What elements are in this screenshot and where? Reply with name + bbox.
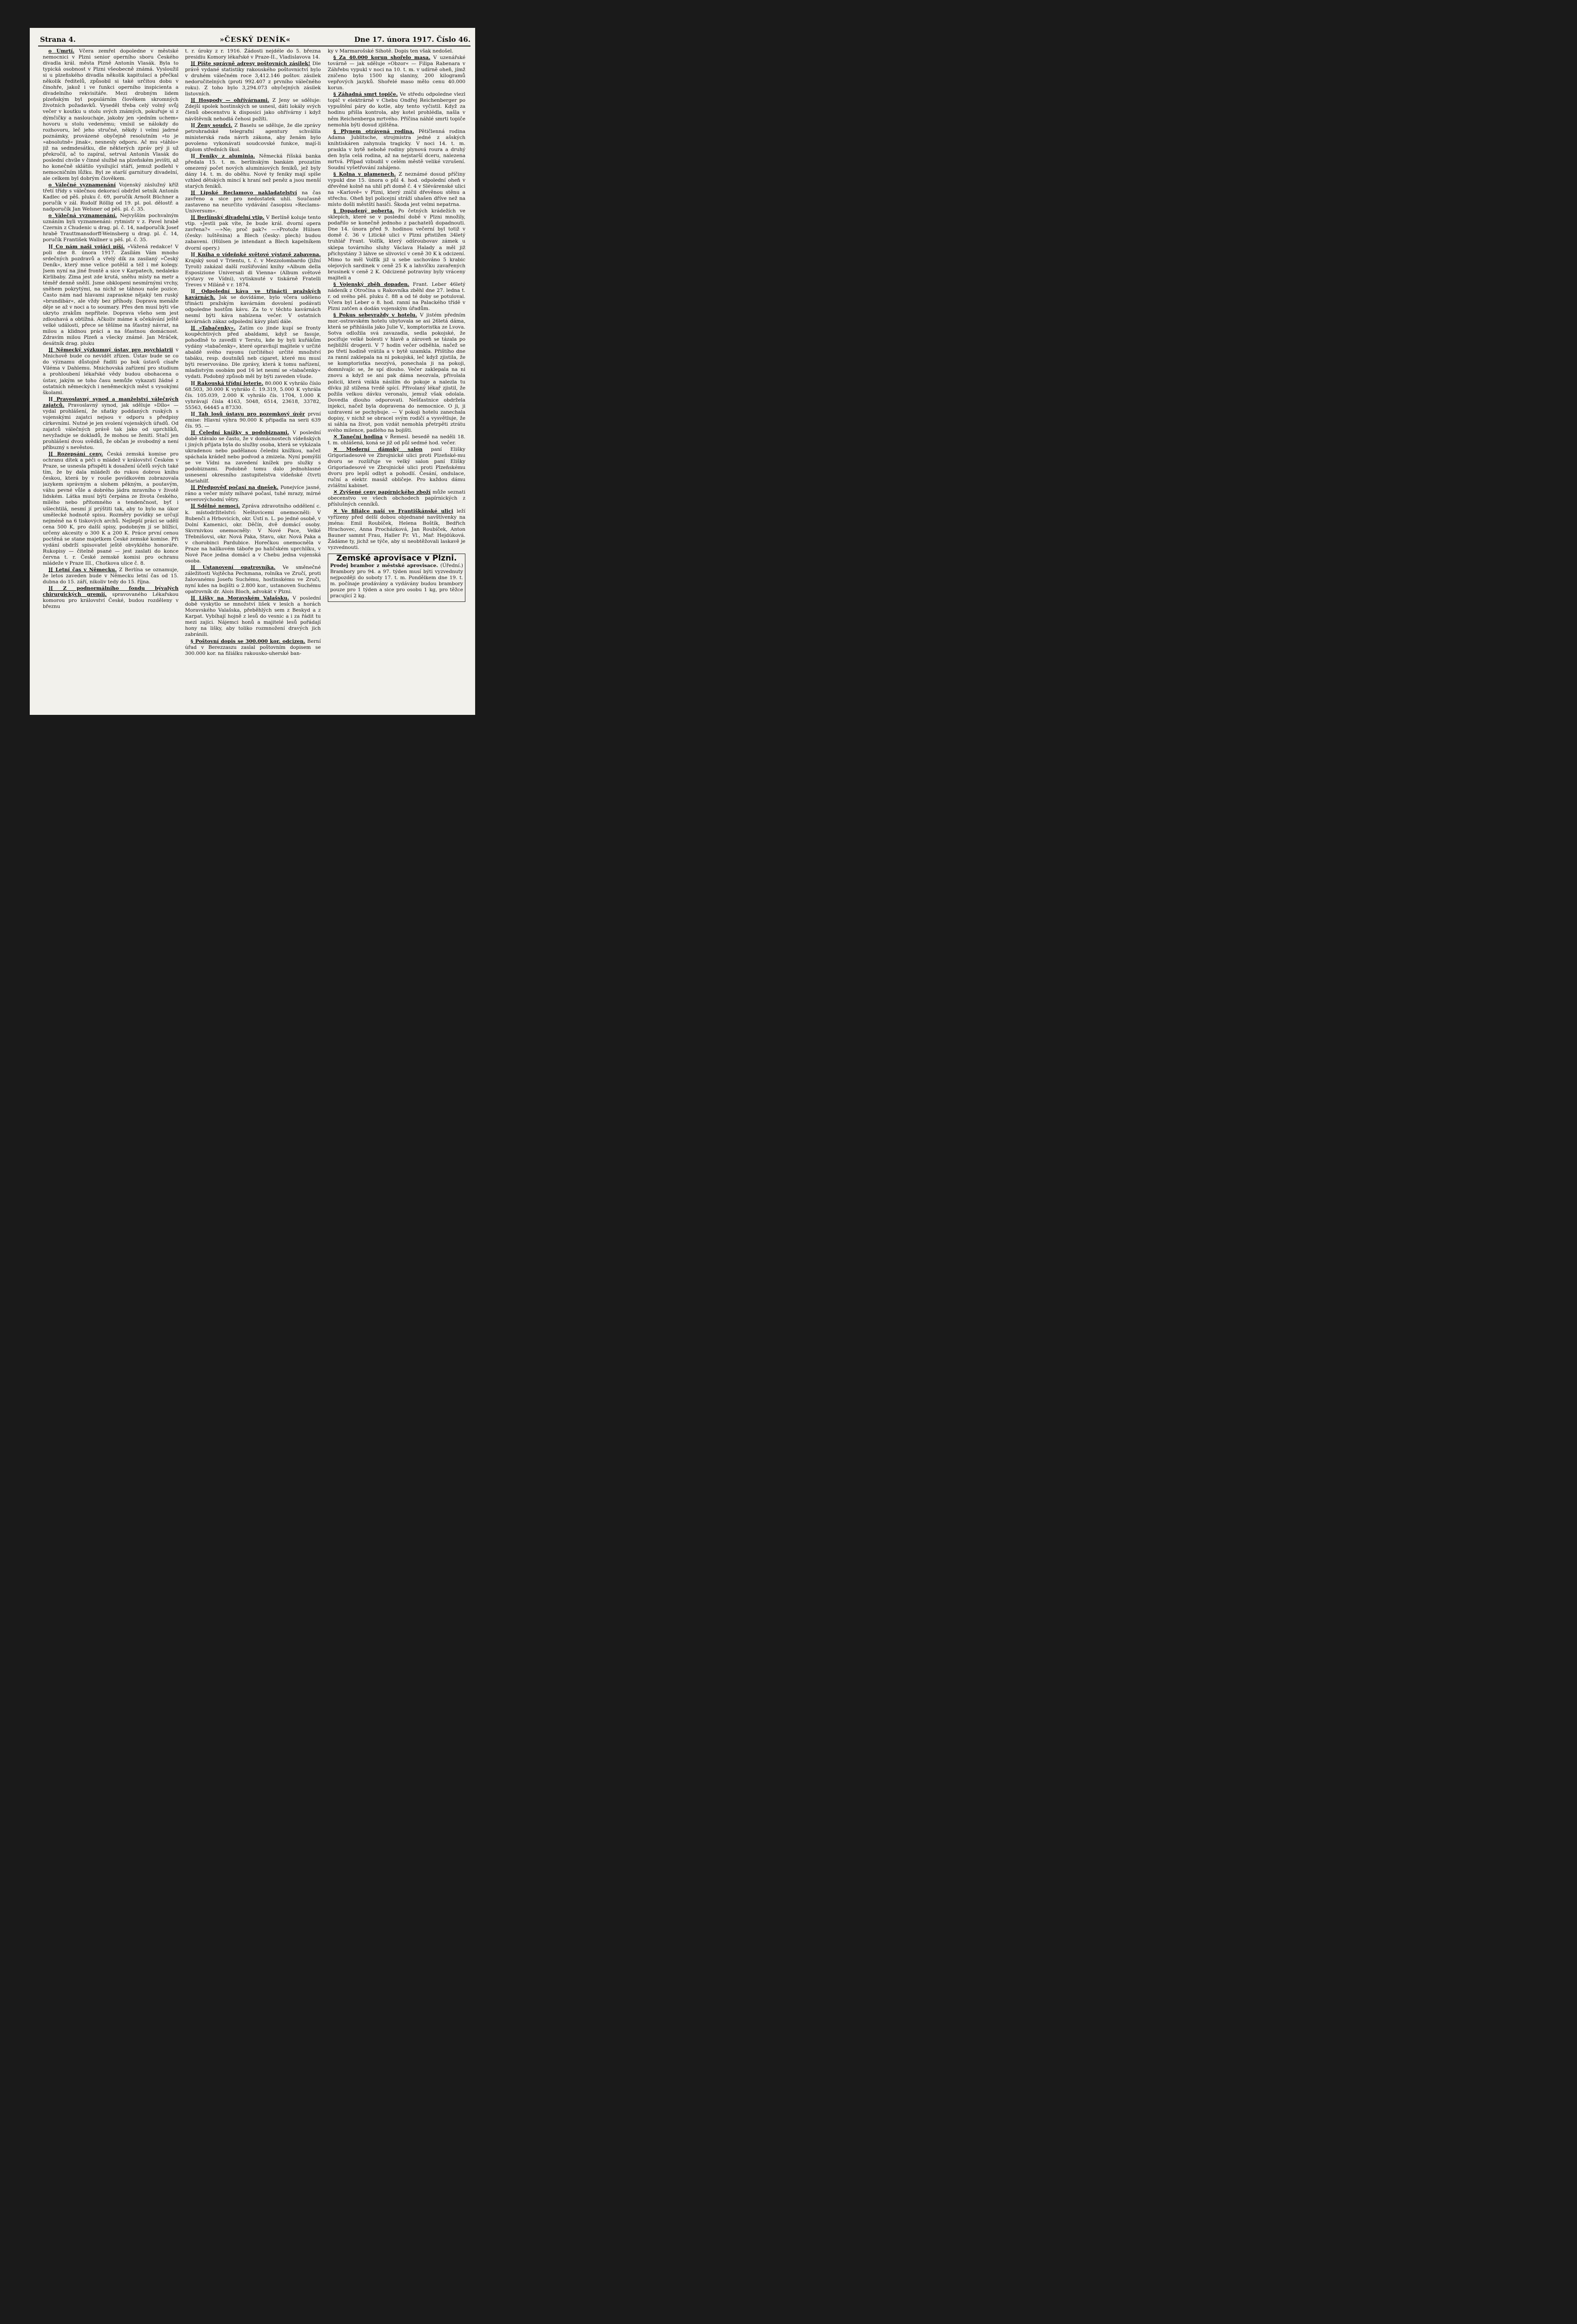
page-number: Strana 4. bbox=[40, 35, 76, 44]
column-3-articles bbox=[328, 48, 465, 551]
article-text: V poslední době stávalo se často, že v domácnostech vídeňských i jiných přijata byla do služby osoba, která se vykázala ukradenou nebo padělanou čeledni knížkou, načež spáchala krádež nebo podvod a zmizela. Nyní pomýšlí se ve Vídni na zavedení knížek pro služky s podobiznami. Podobně tomu dalo jednohlasné usnesení okresního zastupitelstva vídeňské čtvrti Mariahilf. bbox=[185, 429, 321, 484]
article-headline: § Záhadná smrt topiče. bbox=[333, 92, 398, 98]
article-text: Česká zemská komise pro ochranu dítek a péči o mládež v království Českém v Praze, se usnesla přispěti k dosažení účelů svých také tím, že by dala mládeži do rukou dobrou knihu českou, která by v rouše povídkovém zobrazovala jazykem správným a slohem pěkným, a poutavým, váhu pevné vůle a dobrého jádra mravního v životě lidském. Látka musí býti čerpána ze života českého, milého nebo přítomného a tendenčnost, byť i ušlechtilá, nesmí jí prýštiti tak, aby to bylo na úkor umělecké hodnotě spisu. Rozměry povídky se určují nejméně na 6 tiskových archů. Nejlepší práci se udělí cena 500 K, pro další spisy, podobným jí se blížící, určeny akcesity o 300 K a 200 K. Práce první cenou poctěná se stane majetkem České zemské komise. Při vydání obdrží spisovatel ještě obvyklého honoráře. Rukopisy — čitelně psané — jest zaslati do konce června t. r. České zemské komisi pro ochranu mládeže v Praze III., Chotkova ulice č. 8. bbox=[43, 451, 179, 566]
article-text: Dle právě vydané statistiky rakouského poštovnictví bylo v druhém válečném roce 3,412.146 poštov. zásilek nedoručitelných (proti 992.407 z prvního válečného roku). Z toho bylo 3,294.073 obyčejných zásilek listovních. bbox=[185, 61, 321, 97]
article bbox=[43, 244, 179, 347]
article bbox=[328, 508, 465, 551]
article-headline: ][ Tah losů ústavu pro pozemkový úvěr bbox=[191, 411, 305, 417]
article-headline: § Poštovní dopis se 300.000 kor. odcizen. bbox=[191, 638, 305, 644]
article bbox=[43, 451, 179, 567]
article-text: Z Berlína se oznamuje, že letos zaveden bude v Německu letní čas od 15. dubna do 15. září, nikoliv tedy do 15. října. bbox=[43, 567, 179, 585]
article-headline: § Dopadený poberta. bbox=[333, 208, 394, 214]
article bbox=[185, 123, 321, 153]
article bbox=[43, 213, 179, 243]
article bbox=[328, 312, 465, 434]
notice-box-body bbox=[330, 563, 463, 599]
article-text: Z Jeny se sděluje: Zdejší spolek hostinských se usnesl, dáti lokály svých členů obecenstvu k disposici jako ohřívárny i když návštěvník nehodlá čehosi požíti. bbox=[185, 98, 321, 122]
article-headline: ][ Lišky na Moravském Valašsku. bbox=[191, 595, 289, 601]
article-headline: ][ Berlínský divadelní vtip. bbox=[191, 215, 265, 221]
article bbox=[185, 215, 321, 251]
article bbox=[328, 208, 465, 281]
article-headline: ✕ Ve filiálce naší ve Františkánské ulici bbox=[333, 508, 453, 514]
article-headline: ][ Kniha o vídeňské světové výstavě zabavena. bbox=[191, 251, 321, 257]
article-headline: ][ Z podnormálního fondu bývalých chirurgických gremií, bbox=[43, 586, 179, 598]
article-text: Po četných krádežích ve sklepích, které se v poslední době v Plzni množily, podařilo se konečně jednoho z pachatelů dopadnouti. Dne 14. února před 9. hodinou večerní byl totiž v domě č. 36 v Litické ulici v Plzni přistižen 34letý truhlář Frant. Volfík, který odšroubovav zámek u sklepa továrního sluhy Václava Halady a měl již přichystány 3 láhve se slivovicí v ceně 30 K k odcizení. Mimo to měl Volfík již u sebe uschováno 5 krabic olejových sardinek v ceně 25 K a lahvičku zavařených brusinek v ceně 2 K. Odcizené potraviny byly vráceny majiteli a bbox=[328, 208, 465, 281]
article bbox=[43, 396, 179, 451]
article-text: t. r. úroky z r. 1916. Žádosti nejdéle do 5. března presidiu Komory lékařské v Praze-II., Vladislavova 14. bbox=[185, 48, 321, 60]
article-headline: ][ Předpověď počasí na dnešek. bbox=[191, 485, 278, 491]
article bbox=[185, 411, 321, 429]
article-text: Ponejvíce jasné, ráno a večer místy mlhavé počasí, tuhé mrazy, mírné severovýchodní větry. bbox=[185, 485, 321, 503]
article-headline: ✕ Moderní dámský salon bbox=[333, 447, 423, 453]
article-text: 80.000 K vyhrálo číslo 68.503, 30.000 K vyhrálo č. 19.319, 5.000 K vyhrála čís. 105.039, 2.000 K vyhrálo čís. 1704, 1.000 K vyhrávají čísla 4163, 5048, 6514, 23618, 33782, 55563, 64445 a 87330. bbox=[185, 380, 321, 410]
article-text: může seznati obecenstvo ve všech obchodech papírnických z příslušných cenníků. bbox=[328, 489, 465, 508]
notice-box bbox=[328, 554, 465, 602]
page-header bbox=[40, 34, 470, 45]
article-text: Berní úřad v Berezzaszu zaslal poštovním dopisem se 300.000 kor. na filiálku rakousko-uherské ban- bbox=[185, 638, 321, 656]
article-headline: § Pokus sebevraždy v hotelu. bbox=[333, 312, 417, 318]
article-headline: ][ Ustanovení opatrovníka. bbox=[191, 564, 276, 570]
article bbox=[185, 325, 321, 380]
article-headline: ][ Sdělné nemoci. bbox=[191, 503, 240, 509]
article bbox=[185, 61, 321, 97]
notice-subhead-note: (Úřední.) bbox=[440, 562, 463, 568]
article-headline: ][ Odpolední káva ve třinácti pražských kavárnách. bbox=[185, 288, 321, 300]
article-text: leží vyřízeny před delší dobou objednané navštívenky na jména: Emil Roubíček, Helena Boštík, Bedřich Hrachovec, Anna Procházková, Jan Roubíček, Anton Bauner sammt Frau, Haller Fr. Vl., Mař. Hejdúková. Žádáme ty, jichž se týče, aby si neobtěžovali laskavě je vyzvednouti. bbox=[328, 508, 465, 550]
article bbox=[185, 639, 321, 657]
article bbox=[185, 503, 321, 564]
article-headline: ✕ Taneční hodina bbox=[333, 434, 383, 440]
article-text: Z Baselu se sděluje, že dle zprávy petrohradské telegrafní agentury schválila ministerská rada návrh zákona, aby ženám bylo povoleno vykonávati soudcovské funkce, mají-li diplom středních škol. bbox=[185, 122, 321, 152]
article-text: V jistém předním mor.-ostravském hotelu ubytovala se asi 26letá dáma, která se přihlásila jako Julie V., komptoristka ze Lvova. Sotva odložila svá zavazadla, sedla pokojské, že pociťuje velké bolesti v hlavě a zároveň se tázala po nejbližší drogerii. V 7 hodin večer odběhla, načež se po třetí hodině vrátila a v bytě uzamkla. Přištího dne za ranní zaklepala na ni pokojská, leč když zjistila, že se komptoristka neozývá, ponechala ji na pokoji, domnívajíc se, že spí dlouho. Večer zaklepala na ni znovu a když se ani pak dáma neozvala, přivolala policii, která vnikla násilím do pokoje a nalezla tu dívku již stížena tvrdě spící. Přivolaný lékař zjistil, že požila velkou dávku veronalu, jemuž však odolala. Dovedla dlouho odporovati. Nešťastnice obdržela injekci, načež byla dopravena do nemocnice. O ji, ji uzdravení se pochybuje. — V pokoji hotelu zanechala dopisy, v nichž se obracel svým rodičí a vysvětluje, že si sáhla na život, pon vzdát nemohla přetrpěti ztrátu svého milence, padlého na bojišti. bbox=[328, 312, 465, 433]
article bbox=[328, 129, 465, 171]
article-headline: ✕ Zvýšené ceny papírnického zboží bbox=[333, 489, 431, 495]
article bbox=[328, 489, 465, 508]
article-text: ky v Marmarošské Sihotě. Dopis ten však nedošel. bbox=[328, 48, 453, 54]
article-text: první emise: Hlavní výhra 90.000 K připadla na serii 639 čís. 95. — bbox=[185, 411, 321, 429]
notice-subhead: Prodej brambor z městské aprovisace. bbox=[330, 562, 438, 568]
article-headline: ][ Lipské Reclamovo nakladatelství bbox=[191, 190, 297, 196]
article-text: Z neznámé dosud příčiny vypukl dne 15. února o půl 4. hod. odpolední oheň v dřevěné kolně na uhlí při domě č. 4 v Slévárenské ulici na »Karlově« v Plzni, který zničil dřevěnou stěnu a střechu. Oheň byl policejní stráží uhašen dříve než na místo došli městští hasiči. Škoda jest velmi nepatrna. bbox=[328, 171, 465, 208]
article-headline: ][ Rozepsání ceny. bbox=[48, 451, 103, 457]
article bbox=[328, 55, 465, 91]
article-text: Jak se dovídáme, bylo včera uděleno třinácti pražským kavárnám dovolení podávati odpoledne hostům kávu. Za to v těchto kavárnách nesmí býti káva nabízena večer. V ostatních kavárnách zákaz odpolední kávy platí dále. bbox=[185, 294, 321, 325]
article-headline: ][ Rakouská třídní loterie. bbox=[191, 380, 264, 386]
article bbox=[328, 48, 465, 54]
article-text: v Mnichově bude co nevidět zřízen. Ústav bude se co do významu důstojně řaditi po bok ústavů císaře Viléma v Dahlemu. Mnichovská zařízení pro studium a prohloubení lékařské vědy budou obohacena o ústav, jakým se toho času nemůže vykazati žádné z ostatních německých i neněmeckých měst s vysokými školami. bbox=[43, 347, 179, 396]
article-text: Vojenský záslužný kříž třetí třídy s válečnou dekorací obdržel setník Antonín Kadlec od pěš. pluku č. 69, poručík Arnošt Büchner a poručík v zál. Rudolf Röllig od 19. pl. pol. dělostř. a nadporučík Jan Welsner od pěš. pl. č. 35. bbox=[43, 182, 179, 212]
article bbox=[43, 567, 179, 585]
article-text: Zpráva zdravotního oddělení c. k. místodržitelství: Neštovicemi onemocněli: V Bubenči a Hrbovicích, okr. Ústí n. L. po jedné osobě, v Dolní Kamenici, okr. Děčín, dvě domácí osoby. Skvrnivkou onemocněly: V Nové Pace, Velké Třebnišovsi, okr. Nová Paka, Stavu, okr. Nová Paka a v chorobinci Pardubice. Horečkou onemocněla v Praze na halíkovém táboře po haličském uprchlíku, v Nové Pace jedna domácí a v Chebu jedna vojenská osoba. bbox=[185, 503, 321, 564]
article-text: Pravoslavný synod, jak sděluje »Dílo« — vydal prohlášení, že sňatky poddaných ruských s vojenskými zajatci nejsou v odporu s předpisy církevními. Nutné je jen svolení vojenských úřadů. Od zajatců válečných právě tak jako od uprchlíků, nevyžaduje se dokladů, že mohou se ženiti. Stačí jen prohlášení dvou svědků, že občan je svobodný a není příbuzný s nevěstou. bbox=[43, 402, 179, 451]
article-headline: ][ Letní čas v Německu. bbox=[48, 567, 117, 573]
article-text: V uzenářské továrně — jak sděluje »Obzor« — Filipa Rabenara v Záhřebu vypukl v noci na 10. t. m. v udírně oheň, jímž zničeno bylo 1500 kg slaniny, 200 kilogramů vepřových jazyků. Shořelé maso mělo cenu 40.000 korun. bbox=[328, 55, 465, 91]
article bbox=[185, 153, 321, 190]
article-headline: ][ Německý výzkumný ústav pro psychiatrii bbox=[48, 347, 173, 353]
article-headline: ][ Feniky z aluminia. bbox=[191, 153, 255, 159]
article-headline: ][ Hospody — ohřívárnami. bbox=[191, 98, 270, 104]
article-text: Pětičlenná rodina Adama Jublitsche, strojmistra jedné z ašských knihtiskáren zahynula tragicky. V noci 14. t. m. praskla v bytě nebohé rodiny plynová roura a druhý den byla celá rodina, až na nejstarší dceru, nalezena mrtvá. Případ vzbudil v celém městě veliké vzrušení. Soudní vyšetřování zahájeno. bbox=[328, 128, 465, 171]
article-headline: o Válečná vyznamenání. bbox=[48, 213, 117, 219]
article-text: V Berlíně koluje tento vtip. »Jestli pak víte, že bude král. dvorní opera zavřena?« —»Ne; proč pak?« —»Protože Hülsen (česky: luštěnina) a Blech (česky: plech) budou zabaveni. (Hülsen je intendant a Blech kapelníkem dvorní opery.) bbox=[185, 215, 321, 251]
article-text: Krajský soud v Trientu, t. č. v Mezzolombardo (Jižní Tyroli) zakázal další rozšiřování knihy »Album della Esposizione Universali di Vienna« (Album světové výstavy ve Vídni), vytisknuté v tiskárně Fratelli Treves v Miláně v r. 1874. bbox=[185, 257, 321, 288]
article-text: V poslední době vyskytlo se množství lišek v lesích a horách Moravského Valašska, přeběhlých sem z Beskyd a z Karpat. Vybíhají hojně z lesů do vesnic a i za řádit tu mezi zajíci. Nájemci honů a majitelé lesů pořádají hony na lišky, aby toliko rozmnožení dravých jich zabránili. bbox=[185, 595, 321, 638]
article bbox=[328, 172, 465, 208]
article-headline: § Plynem otrávená rodina. bbox=[333, 128, 414, 134]
article bbox=[185, 190, 321, 214]
article-text: spravovaného Lékařskou komorou pro království České, budou rozděleny v březnu bbox=[43, 592, 179, 610]
article-text: Německá říšská banka předala 15. t. m. berlínským bankám prozatím omezený počet nových aluminiových feniků, jež byly dány 14. t. m. do oběhu. Nové ty feniky mají spíše vzhled dětských mincí k hraní než peněz a jsou menší starých feniků. bbox=[185, 153, 321, 190]
notice-text: Brambory pro 94. a 97. týden musí býti vyzvednuty nejpozději do soboty 17. t. m. Pondělkem dne 19. t. m. počínaje prodávány a vydávány budou brambory pouze pro 1 týden a sice pro osobu 1 kg, pro těžce pracující 2 kg. bbox=[330, 568, 463, 599]
article bbox=[43, 182, 179, 212]
article-headline: § Vojenský zběh dopaden. bbox=[333, 281, 410, 287]
article bbox=[185, 485, 321, 503]
article bbox=[43, 586, 179, 610]
article bbox=[328, 282, 465, 312]
article-headline: ][ Pište správně adresy poštovních zásilek! bbox=[191, 61, 311, 67]
article-headline: o Válečné vyznamenání bbox=[48, 182, 116, 188]
article-text: »Vážená redakce! V poli dne 8. února 1917. Zasílám Vám mnoho srdečných pozdravů a vřelý dík za zasílaný »Český Deník«, který mne velice potěšil a též i mé kolegy. Jsem nyní na jiné frontě a sice v Karpatech, nedaleko Kirlibaby. Zima jest zde krutá, sněhu místy na metr a téměř denně sněží. Jsme obklopeni nesmírnými vrchy, sněhem pokrytými, na nichž se táhnou naše pozice. Často nám nad hlavami zapraskne nějaký ten ruský »brundibár«, ale vždy bez příhody. Doprava menáže děje se až v noci a to soumary. Přes den musí býti vše ukryto zrakům nepřítele. Doprava všeho sem jest zdlouhavá a obtížná. Ačkoliv máme k očekávání ještě velké události, přece se těšíme na šťastný návrat, na milou a klidnou práci a na šťastnou domácnost. Zdravím milou Plzeň a všecky známé. Jan Mráček, desátník drag. pluku bbox=[43, 244, 179, 347]
column-2 bbox=[185, 48, 321, 711]
article-headline: o Úmrtí. bbox=[48, 48, 75, 54]
article-text: v Řemesl. besedě na neděli 18. t. m. ohlášená, koná se již od půl sedmé hod. večer. bbox=[328, 434, 465, 446]
article bbox=[185, 289, 321, 325]
article-text: Včera zemřel dopoledne v městské nemocnici v Plzni senior operního sboru Českého divadla král. města Plzně Antonín Vlasák. Byla to typická osobnost v Plzni všeobecně známá. Vysloužil si u plzeňského divadla několik kapitulací a přečkal několik ředitelů, způsobil si také určitou dobu v činohře, jakož i ve funkci operního inspicienta a divadelního rekvisitáře. Mezi drobným lidem plzeňským byl populárním člověkem skromných životních požadavků. Vyseděl třeba celý volný svůj večer v koutku u stolu svých známých, pokuřuje si z dýmčičky a naslouchaje, jakoby jen »jedním uchem« hovoru u stolu vedenému; vmísil se nálokdy do rozhovoru, leč jeho stručné, někdy i velmi jadrné poznámky, provázené obyčejně resolutním »to je »absolutně« jinak«, nesnesly odporu. Ač mu »táhlo« již na sedmdesátku, dle některých zpráv prý ji už překročil, ač to zapíral, setrval Antonín Vlasák do poslední chvíle v činné službě na plzeňském jevišti, až ho konečně sklátilo vysilující stáří, jemuž podlehl v nemocničním lůžku. Byl ze starší garnitury divadelní, ale celkem byl dobrým člověkem. bbox=[43, 48, 179, 181]
article-headline: ][ Pravoslavný synod a manželství válečných zajatců. bbox=[43, 396, 179, 408]
article-text: Zatím co jinde kupí se fronty koupěchtivých před abaldami, když se fasuje, pohodlně to zavedli v Terstu, kde by byli kuřákům vydány »tabačenky«, které opravňují majitele v určité abaldě svého rayonu (určitého) určité množství tabáku, resp. doutníků neb cigaret, které mu musí býti reservováno. Dle zprávy, která k tomu nařízení, mladistvým osobám pod 16 let nesmí se »tabačenky« vydati. Podobný způsob měl by býti zaveden všude. bbox=[185, 325, 321, 380]
column-3 bbox=[328, 48, 465, 711]
article-text: Nejvyšším pochvalným uznáním byli vyznamenáni: rytmistr v z. Pavel hrabě Czernin z Chudenic u drag. pl. č. 14, nadporučík Josef hrabě Trauttmansdorff-Weinsberg u drag. pl. č. 14, poručík František Wallner u pěš. pl. č. 35. bbox=[43, 213, 179, 243]
article bbox=[185, 48, 321, 60]
article bbox=[185, 595, 321, 638]
issue-date: Dne 17. února 1917. Číslo 46. bbox=[354, 35, 470, 44]
notice-box-title: Zemské aprovisace v Plzni. bbox=[336, 553, 457, 563]
article bbox=[43, 347, 179, 396]
article bbox=[43, 48, 179, 182]
article-headline: ][ Ženy soudci. bbox=[191, 122, 232, 128]
article-headline: ][ »Tabačenky«. bbox=[191, 325, 236, 331]
article bbox=[328, 92, 465, 128]
article bbox=[185, 98, 321, 122]
article-text: Frant. Leber 46letý nádeník z Otročína u Rakovníka zběhl dne 27. ledna t. r. od svého pěš. pluku č. 88 a od té doby se potuloval. Včera byl Leber o 8. hod. ranní na Palackého třídě v Plzni zatčen a dodán vojenským úřadům. bbox=[328, 281, 465, 311]
article-text: Ve směnečné záležitosti Vojtěcha Pechmana, rolníka ve Zručí, proti žalovanému Josefu Suchému, hostinskému ve Zruči, nyní kdes na bojišti o 2.800 kor., ustanoven Suchému opatrovník dr. Alois Bloch, advokát v Plzni. bbox=[185, 564, 321, 595]
article bbox=[185, 381, 321, 411]
masthead-title: »ČESKÝ DENÍK« bbox=[219, 35, 291, 44]
article bbox=[185, 565, 321, 595]
article-text: Ve středu odpoledne vlezl topič v elektrárně v Chebu Ondřej Reichenberger po vypuštění páry do kotle, aby tento vyčistil. Když za hodinu přišla kontrola, aby kotel prohlédla, našla v něm Reichenberga mrtvého. Příčina náhlé smrti topiče nemohla býti dosud zjištěna. bbox=[328, 92, 465, 128]
newspaper-page bbox=[30, 28, 475, 715]
article-headline: § Za 40.000 korun shořelo masa. bbox=[333, 55, 431, 61]
article-text: paní Elišky Grigoriadesové ve Zbrojnické ulici proti Plzeňské-mu dvoru se rozšiřuje ve velký salon paní Elišky Grigoriadesové ve Zbrojnické ulici proti Plzeňskému dvoru pro lepší odbyt a pohodlí. Česání, ondulace, ruční a elektr. masáž obličeje. Pro každou dámu zvláštní kabinet. bbox=[328, 447, 465, 489]
article bbox=[328, 447, 465, 489]
article bbox=[328, 434, 465, 446]
article bbox=[185, 430, 321, 484]
article-text: na čas zavřeno a sice pro nedostatek uhlí. Současně zastaveno na neurčito vydávání časopisu »Reclams-Universum«. bbox=[185, 190, 321, 214]
column-1 bbox=[43, 48, 179, 711]
article-headline: ][ Čelední knížky s podobiznami. bbox=[191, 429, 289, 436]
article bbox=[185, 252, 321, 288]
article-headline: § Kolna v plamenech. bbox=[333, 171, 396, 177]
article-headline: ][ Co nám naši vojáci píší. bbox=[48, 244, 125, 250]
